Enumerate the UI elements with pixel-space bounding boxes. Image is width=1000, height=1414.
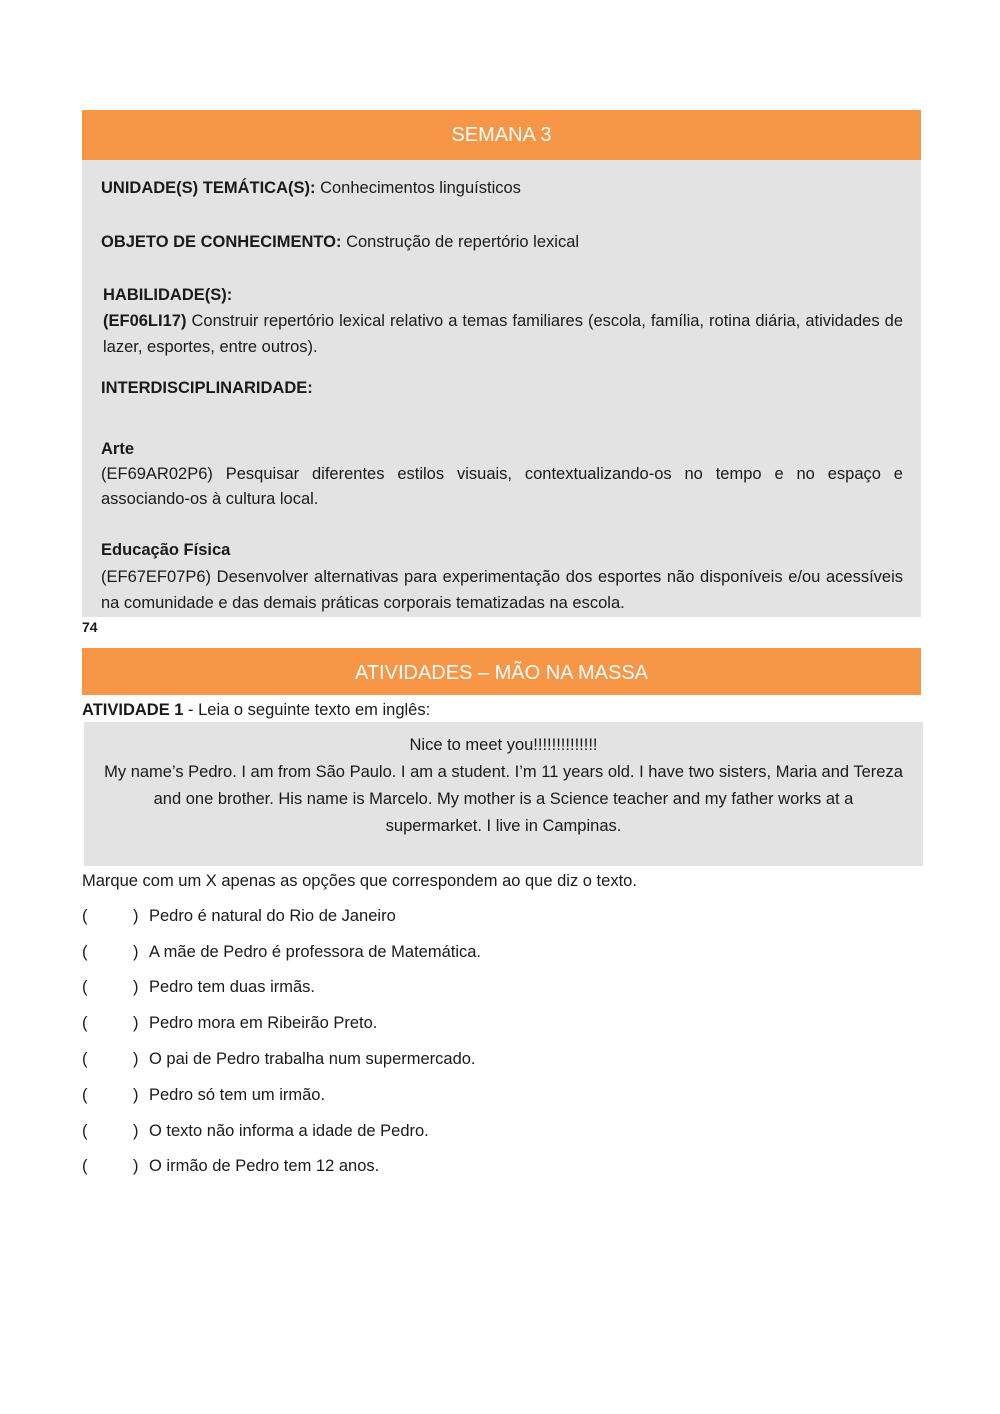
activity1-heading <box>82 697 430 723</box>
habilidade-code: (EF06LI17) <box>103 312 187 330</box>
option-text: Pedro é natural do Rio de Janeiro <box>149 907 396 925</box>
edfisica-text: (EF67EF07P6) Desenvolver alternativas para experimentação dos esportes não disponíveis e/ou acessíveis na comunidade e das demais práticas corporais tematizadas na escola. <box>101 568 903 612</box>
option-text: A mãe de Pedro é professora de Matemática. <box>149 943 482 961</box>
option-text: Pedro só tem um irmão. <box>149 1086 326 1104</box>
activity1-label: ATIVIDADE 1 <box>82 701 184 719</box>
checkbox-open-paren: ( <box>82 1086 88 1104</box>
edfisica-label: Educação Física <box>101 541 231 559</box>
week-title: SEMANA 3 <box>451 124 552 146</box>
arte-label: Arte <box>101 440 135 458</box>
instruction-text: Marque com um X apenas as opções que correspondem ao que diz o texto. <box>82 872 637 890</box>
unidade-label: UNIDADE(S) TEMÁTICA(S): <box>101 179 316 197</box>
checkbox-close-paren: ) <box>133 1086 139 1104</box>
checkbox-close-paren: ) <box>133 1157 139 1175</box>
unidade-line <box>101 175 521 201</box>
reading-body: My name’s Pedro. I am from São Paulo. I am a student. I’m 11 years old. I have two sisters, Maria and Tereza and one brother. His name is Marcelo. My mother is a Science teacher and my father works at a supermarket. I live in Campinas. <box>104 763 903 835</box>
option-text: O irmão de Pedro tem 12 anos. <box>149 1157 380 1175</box>
option-text: Pedro mora em Ribeirão Preto. <box>149 1014 378 1032</box>
reading-title: Nice to meet you!!!!!!!!!!!!!! <box>409 736 598 754</box>
interdisciplinaridade-label: INTERDISCIPLINARIDADE: <box>101 379 313 397</box>
activities-header <box>82 648 921 695</box>
checkbox-close-paren: ) <box>133 943 139 961</box>
reading-text-box <box>84 722 923 866</box>
checkbox-close-paren: ) <box>133 1122 139 1140</box>
checkbox-close-paren: ) <box>133 907 139 925</box>
checkbox-open-paren: ( <box>82 1122 88 1140</box>
habilidades-label: HABILIDADE(S): <box>103 286 233 304</box>
option-text: O pai de Pedro trabalha num supermercado. <box>149 1050 476 1068</box>
option-text: Pedro tem duas irmãs. <box>149 978 315 996</box>
checkbox-close-paren: ) <box>133 1014 139 1032</box>
habilidade-paragraph <box>103 308 903 360</box>
checkbox-open-paren: ( <box>82 943 88 961</box>
checkbox-close-paren: ) <box>133 1050 139 1068</box>
habilidade-text: Construir repertório lexical relativo a temas familiares (escola, família, rotina diária, atividades de lazer, esportes, entre outros). <box>103 312 903 356</box>
objeto-line <box>101 229 579 255</box>
checkbox-open-paren: ( <box>82 1157 88 1175</box>
activities-title: ATIVIDADES – MÃO NA MASSA <box>354 662 649 684</box>
checkbox-open-paren: ( <box>82 1050 88 1068</box>
checkbox-close-paren: ) <box>133 978 139 996</box>
activity1-text: - Leia o seguinte texto em inglês: <box>183 701 431 719</box>
objeto-label: OBJETO DE CONHECIMENTO: <box>101 233 342 251</box>
option-text: O texto não informa a idade de Pedro. <box>149 1122 429 1140</box>
objeto-value: Construção de repertório lexical <box>341 233 580 251</box>
checkbox-open-paren: ( <box>82 978 88 996</box>
checkbox-open-paren: ( <box>82 1014 88 1032</box>
checkbox-open-paren: ( <box>82 907 88 925</box>
arte-text: (EF69AR02P6) Pesquisar diferentes estilos visuais, contextualizando-os no tempo e no espaço e associando-os à cultura local. <box>101 465 903 508</box>
week-header <box>82 110 921 160</box>
unidade-value: Conhecimentos linguísticos <box>315 179 521 197</box>
page-number: 74 <box>82 619 98 635</box>
